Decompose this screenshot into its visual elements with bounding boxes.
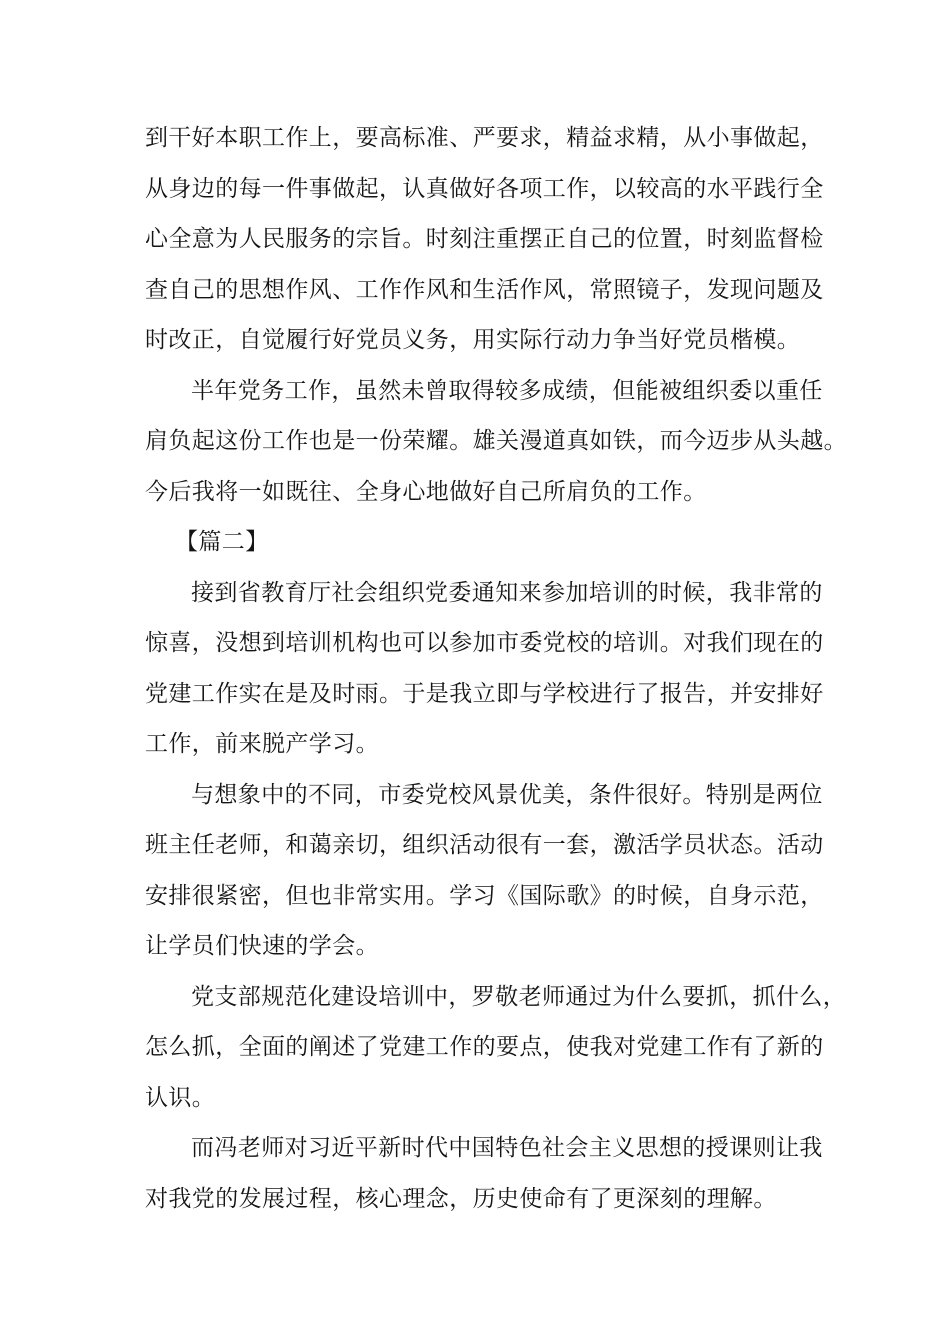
text-line: 惊喜，没想到培训机构也可以参加市委党校的培训。对我们现在的 <box>145 630 824 656</box>
text-line: 班主任老师，和蔼亲切，组织活动很有一套，激活学员状态。活动 <box>145 832 824 858</box>
section-heading-text: 【篇二】 <box>175 529 269 555</box>
text-line: 党建工作实在是及时雨。于是我立即与学校进行了报告，并安排好 <box>145 680 824 707</box>
text-line: 对我党的发展过程，核心理念，历史使命有了更深刻的理解。 <box>145 1185 777 1212</box>
text-line: 今后我将一如既往、全身心地做好自己所肩负的工作。 <box>145 478 707 505</box>
text-line: 让学员们快速的学会。 <box>145 933 379 959</box>
text-line: 党支部规范化建设培训中，罗敬老师通过为什么要抓，抓什么， <box>191 983 847 1010</box>
text-line: 到干好本职工作上，要高标准、严要求，精益求精，从小事做起， <box>145 125 824 151</box>
text-line: 半年党务工作，虽然未曾取得较多成绩，但能被组织委以重任 <box>191 377 823 404</box>
text-line: 心全意为人民服务的宗旨。时刻注重摆正自己的位置，时刻监督检 <box>145 226 824 252</box>
text-line: 怎么抓，全面的阐述了党建工作的要点，使我对党建工作有了新的 <box>145 1034 824 1060</box>
paragraph-continuation <box>145 113 832 366</box>
section-heading <box>145 517 832 568</box>
text-line: 时改正，自觉履行好党员义务，用实际行动力争当好党员楷模。 <box>145 327 801 353</box>
text-line: 肩负起这份工作也是一份荣耀。雄关漫道真如铁，而今迈步从头越。 <box>145 428 847 454</box>
text-line: 而冯老师对习近平新时代中国特色社会主义思想的授课则让我 <box>191 1135 823 1161</box>
paragraph-summary <box>145 366 847 518</box>
paragraph-training-notice <box>145 568 832 770</box>
text-line: 从身边的每一件事做起，认真做好各项工作，以较高的水平践行全 <box>145 175 824 202</box>
text-line: 与想象中的不同，市委党校风景优美，条件很好。特别是两位 <box>191 781 823 808</box>
text-line: 查自己的思想作风、工作作风和生活作风，常照镜子，发现问题及 <box>145 276 824 303</box>
paragraph-branch-training <box>145 972 847 1124</box>
text-line: 安排很紧密，但也非常实用。学习《国际歌》的时候，自身示范， <box>145 882 824 909</box>
paragraph-school-impression <box>145 770 832 972</box>
paragraph-ideology-lecture <box>145 1123 832 1224</box>
text-line: 接到省教育厅社会组织党委通知来参加培训的时候，我非常的 <box>191 579 823 606</box>
text-line: 工作，前来脱产学习。 <box>145 731 379 757</box>
text-line: 认识。 <box>145 1084 216 1111</box>
